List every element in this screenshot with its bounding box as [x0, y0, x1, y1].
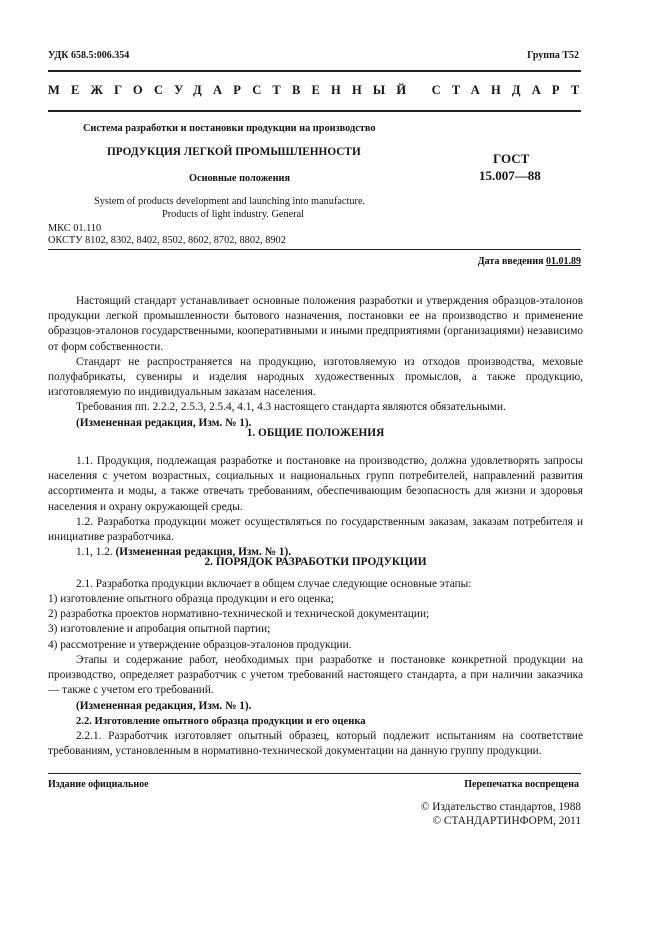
footer-rule — [48, 773, 581, 774]
group-code: Группа Т52 — [527, 50, 579, 61]
system-title: Система разработки и постановки продукции на производство — [83, 123, 376, 134]
intro-paragraph-1: Настоящий стандарт устанавливает основные положения разработки и утверждения образцов-эталонов продукции легкой промышленности бытового назначения, постановки ее на производство и применение образцов-эталонов государственными, кооперативными и иными предприятиями (организациями) независимо от форм собственности. — [48, 295, 583, 353]
section-2-title: 2. ПОРЯДОК РАЗРАБОТКИ ПРОДУКЦИИ — [204, 556, 427, 568]
introduction-date-label: Дата введения — [477, 256, 546, 267]
list-item: 2) разработка проектов нормативно-технической и технической документации; — [48, 608, 430, 621]
top-rule — [48, 70, 581, 72]
clause-1-1: 1.1. Продукция, подлежащая разработке и постановке на производство, должна удовлетворять запросы населения с учетом возрастных, социальных и национальных групп потребителей, направлений развития ассортимента и моды, а также отвечать требованиям, обеспечивающим безопасность для жизни и здоровья населения и охрану окружающей среды. — [48, 455, 583, 513]
list-item: 4) рассмотрение и утверждение образцов-эталонов продукции. — [48, 638, 352, 651]
copyright-1988: © Издательство стандартов, 1988 — [420, 801, 581, 813]
section-1-title: 1. ОБЩИЕ ПОЛОЖЕНИЯ — [246, 427, 385, 439]
clause-2-2-title: 2.2. Изготовление опытного образца продукции и его оценка — [76, 715, 366, 727]
stages-list — [48, 592, 583, 653]
official-edition: Издание официальное — [48, 779, 149, 790]
english-title-line-2: Products of light industry. General — [162, 209, 305, 220]
clause-1-amendment-ref: 1.1, 1.2. — [76, 546, 116, 559]
section-2-body — [48, 577, 583, 592]
clause-2-1-stages: Этапы и содержание работ, необходимых при разработке и постановке конкретной продукции на производство, определяет разработчик с учетом требований настоящего стандарта, а при наличии заказчика — также с учетом его требований. — [48, 654, 583, 697]
introduction-date-value: 01.01.89 — [546, 256, 581, 267]
intro-paragraph-3: Требования пп. 2.2.2, 2.5.3, 2.5.4, 4.1, 4.3 настоящего стандарта являются обязательными. — [76, 401, 506, 414]
clause-1-amendment-text: (Измененная редакция, Изм. № 1). — [115, 546, 292, 559]
clause-2-2-1: 2.2.1. Разработчик изготовляет опытный образец, который подлежит испытаниям на соответствие требованиям, установленным в нормативно-технической документации на данную группу продукции. — [48, 730, 583, 758]
introduction — [48, 294, 583, 431]
english-title-line-1: System of products development and launching into manufacture. — [94, 196, 366, 207]
standard-type-band: МЕЖГОСУДАРСТВЕННЫЙ СТАНДАРТ — [48, 83, 591, 97]
document-subtitle: Основные положения — [189, 173, 291, 184]
section-1-body — [48, 454, 583, 560]
product-title: ПРОДУКЦИЯ ЛЕГКОЙ ПРОМЫШЛЕННОСТИ — [107, 146, 361, 158]
okstu-code: ОКСТУ 8102, 8302, 8402, 8502, 8602, 8702, 8802, 8902 — [48, 235, 286, 246]
mks-code: МКС 01.110 — [48, 223, 102, 234]
band-rule — [48, 110, 581, 112]
clause-1-2: 1.2. Разработка продукции может осуществляться по государственным заказам, заказам потребителя и инициативе разработчика. — [48, 515, 583, 544]
introduction-date — [478, 256, 581, 267]
intro-paragraph-2: Стандарт не распространяется на продукцию, изготовляемую из отходов производства, меховые полуфабрикаты, сувениры и изделия народных художественных промыслов, а также продукцию, изготовляемую по индивидуальным заказам населения. — [48, 355, 583, 399]
intro-amendment-note: (Измененная редакция, Изм. № 1). — [76, 416, 252, 429]
clause-2-1-amendment: (Измененная редакция, Изм. № 1). — [76, 699, 252, 712]
codes-rule — [48, 249, 581, 250]
gost-number: 15.007—88 — [479, 168, 541, 183]
list-item: 1) изготовление опытного образца продукции и его оценка; — [48, 593, 334, 605]
clause-2-1: 2.1. Разработка продукции включает в общем случае следующие основные этапы: — [76, 578, 472, 590]
reprint-prohibited: Перепечатка воспрещена — [464, 779, 579, 790]
gost-label: ГОСТ — [493, 151, 530, 166]
list-item: 3) изготовление и апробация опытной партии; — [48, 623, 271, 636]
section-2-body-cont — [48, 653, 583, 759]
udk-code: УДК 658.5:006.354 — [48, 50, 130, 61]
copyright-2011: © СТАНДАРТИНФОРМ, 2011 — [432, 815, 581, 827]
